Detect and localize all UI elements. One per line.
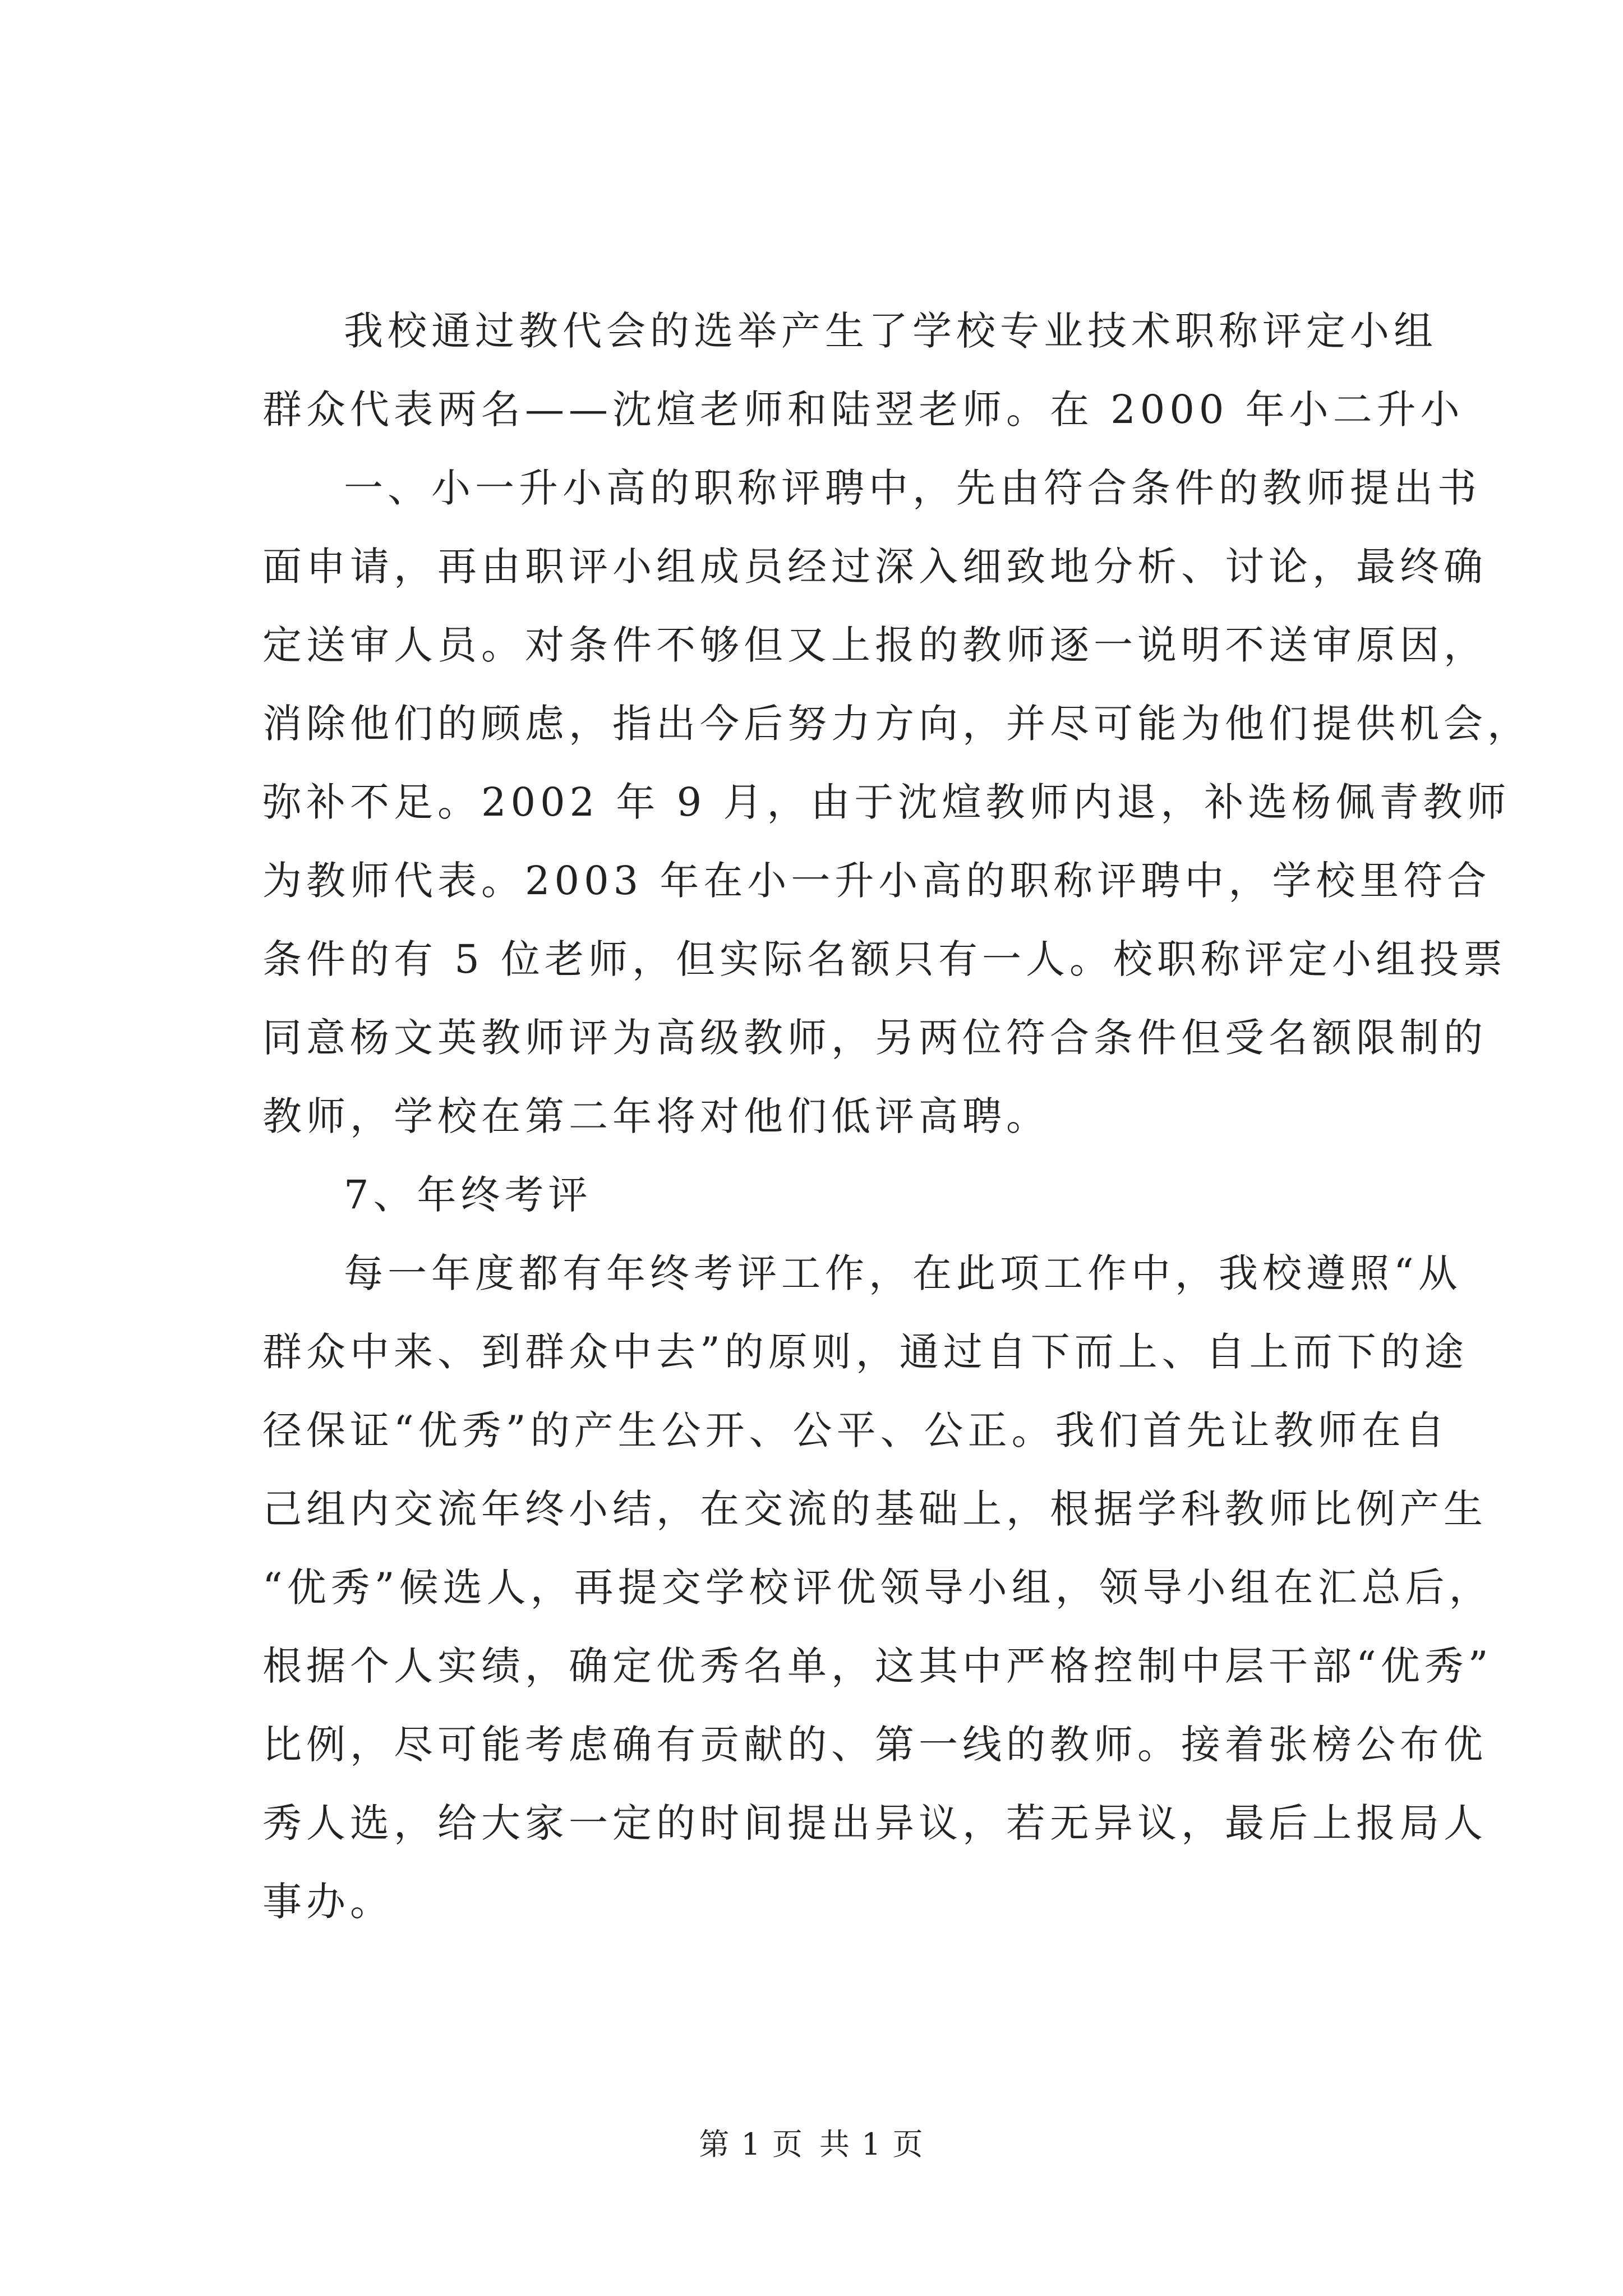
text-line: 一、小一升小高的职称评聘中，先由符合条件的教师提出书 — [344, 465, 1481, 511]
text-line: 7、年终考评 — [344, 1172, 592, 1218]
text-line: 根据个人实绩，确定优秀名单，这其中严格控制中层干部“优秀” — [262, 1643, 1493, 1689]
text-line: 秀人选，给大家一定的时间提出异议，若无异议，最后上报局人 — [262, 1800, 1487, 1846]
text-line: 教师，学校在第二年将对他们低评高聘。 — [262, 1093, 1050, 1139]
text-line: 面申请，再由职评小组成员经过深入细致地分析、讨论，最终确 — [262, 544, 1487, 590]
text-line: 事办。 — [262, 1879, 394, 1925]
text-line: “优秀”候选人，再提交学校评优领导小组，领导小组在汇总后， — [262, 1565, 1493, 1611]
text-line: 群众代表两名——沈煊老师和陆翌老师。在 2000 年小二升小 — [262, 386, 1464, 432]
page-number-current: 第 1 页 — [699, 2127, 804, 2162]
document-body — [262, 292, 1531, 1941]
text-line: 己组内交流年终小结，在交流的基础上，根据学科教师比例产生 — [262, 1486, 1487, 1532]
text-line: 径保证“优秀”的产生公开、公平、公正。我们首先让教师在自 — [262, 1407, 1449, 1453]
text-line: 弥补不足。2002 年 9 月，由于沈煊教师内退，补选杨佩青教师 — [262, 779, 1511, 825]
page-number-total: 共 1 页 — [819, 2127, 924, 2162]
text-line: 我校通过教代会的选举产生了学校专业技术职称评定小组 — [344, 308, 1437, 354]
page-footer — [0, 2120, 1623, 2164]
text-line: 比例，尽可能考虑确有贡献的、第一线的教师。接着张榜公布优 — [262, 1722, 1487, 1768]
text-line: 定送审人员。对条件不够但又上报的教师逐一说明不送审原因， — [262, 622, 1487, 668]
text-line: 每一年度都有年终考评工作，在此项工作中，我校遵照“从 — [344, 1250, 1462, 1296]
text-line: 为教师代表。2003 年在小一升小高的职称评聘中，学校里符合 — [262, 858, 1491, 904]
text-line: 消除他们的顾虑，指出今后努力方向，并尽可能为他们提供机会， — [262, 701, 1531, 747]
text-line: 条件的有 5 位老师，但实际名额只有一人。校职称评定小组投票 — [262, 936, 1507, 982]
text-line: 同意杨文英教师评为高级教师，另两位符合条件但受名额限制的 — [262, 1015, 1487, 1061]
text-line: 群众中来、到群众中去”的原则，通过自下而上、自上而下的途 — [262, 1329, 1468, 1375]
